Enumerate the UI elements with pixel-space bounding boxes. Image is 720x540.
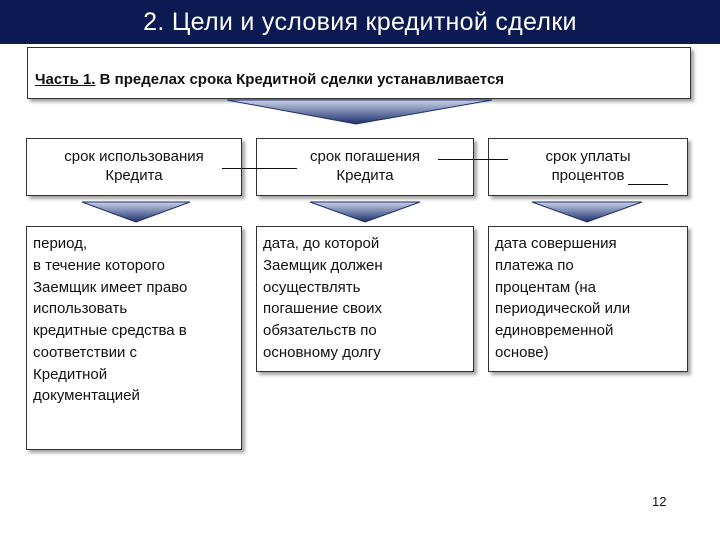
column2-description: дата, до которой Заемщик должен осуществлять погашение своих обязательств по основному долгу <box>256 226 474 372</box>
column1-down-arrow <box>82 202 190 222</box>
column3-description: дата совершения платежа по процентам (на периодической или единовременной основе) <box>488 226 688 372</box>
label1-underline <box>222 168 297 169</box>
column1-label-box <box>26 138 242 196</box>
column1-description: период, в течение которого Заемщик имеет право использовать кредитные средства в соответствии с Кредитной документацией <box>26 226 242 450</box>
column3-label: срок уплаты процентов <box>545 148 631 184</box>
header-part-label: Часть 1. <box>35 71 96 88</box>
page-number: 12 <box>652 494 667 509</box>
column2-label: срок погашения Кредита <box>309 148 421 184</box>
header-down-arrow <box>227 100 492 124</box>
column2-label-box <box>256 138 474 196</box>
column3-down-arrow <box>532 202 642 222</box>
header-body-text: В пределах срока Кредитной сделки устанавливается <box>95 71 505 88</box>
label3-underline <box>628 184 668 185</box>
column3-label-box <box>488 138 688 196</box>
label2-underline <box>438 159 508 160</box>
column1-label: срок использования Кредита <box>64 148 204 184</box>
slide-title: 2. Цели и условия кредитной сделки <box>143 7 577 36</box>
column2-down-arrow <box>310 202 420 222</box>
